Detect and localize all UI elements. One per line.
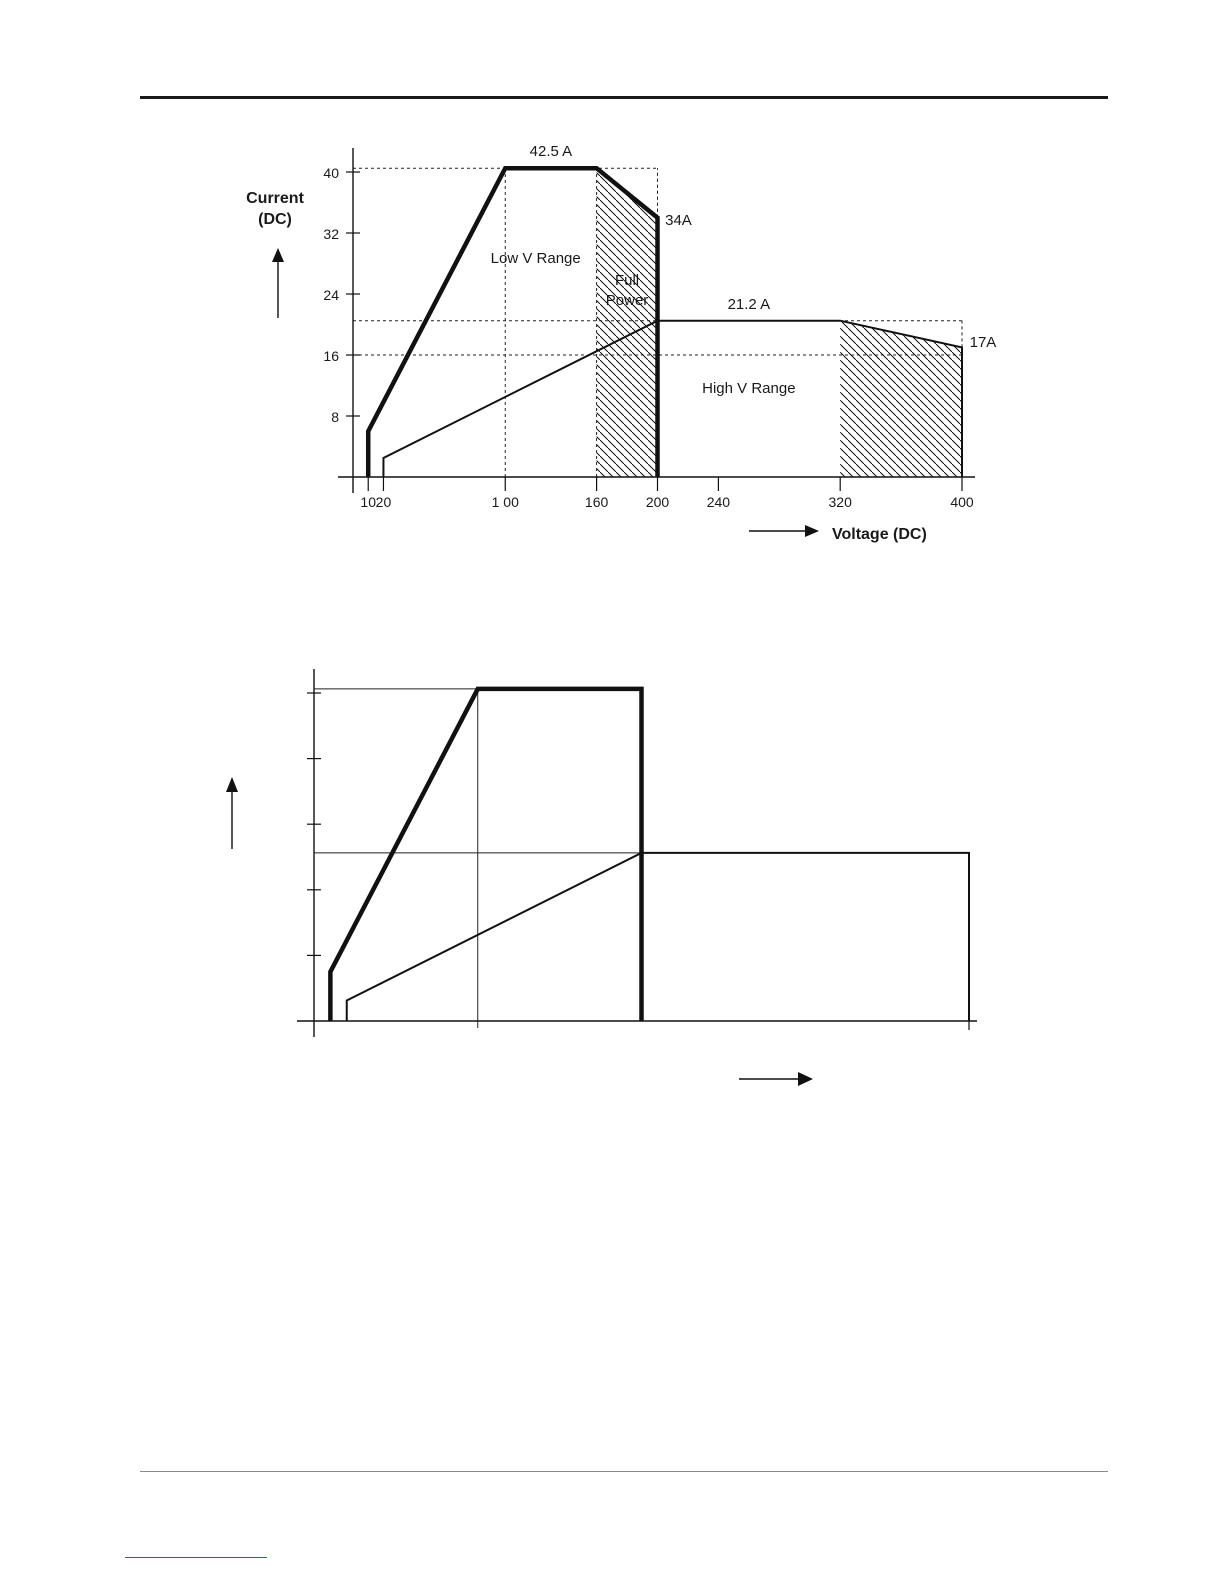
x-axis-arrow-head	[805, 525, 819, 537]
y-axis-arrow-head	[272, 248, 284, 262]
annotation-label: Full	[614, 272, 640, 289]
x-tick-label: 1 00	[491, 494, 519, 510]
annotation-label: Low V Range	[490, 250, 581, 267]
y-tick-label: 16	[323, 348, 339, 364]
x-tick-label: 200	[645, 494, 670, 510]
series-line-low-v-range	[330, 689, 641, 1021]
y-tick-label: 24	[323, 287, 339, 303]
x-tick-label: 160	[584, 494, 609, 510]
annotation-label: 17A	[969, 334, 997, 351]
series-line-high-v-range	[347, 853, 969, 1021]
x-tick-label: 240	[706, 494, 731, 510]
x-axis-title: Voltage (DC)	[832, 526, 927, 543]
chart-1	[246, 143, 996, 543]
x-tick-label: 10	[360, 494, 377, 510]
annotation-label: 21.2 A	[727, 296, 771, 313]
y-tick-label: 40	[323, 165, 339, 181]
hatched-region-1	[597, 168, 658, 477]
y-tick-label: 32	[323, 226, 339, 242]
annotation-label: Power	[605, 292, 649, 309]
chart-2	[226, 669, 977, 1086]
x-tick-label: 400	[950, 494, 974, 510]
y-axis-arrow-head	[226, 777, 238, 792]
x-tick-label: 320	[828, 494, 852, 510]
annotation-label: 42.5 A	[529, 143, 573, 160]
annotation-label: 34A	[665, 212, 692, 229]
y-axis-title: Current	[246, 190, 304, 207]
annotation-label: High V Range	[702, 380, 796, 397]
x-tick-label: 20	[375, 494, 392, 510]
y-axis-title-units: (DC)	[258, 211, 292, 228]
y-tick-label: 8	[331, 409, 339, 425]
x-axis-arrow-head	[798, 1072, 813, 1086]
